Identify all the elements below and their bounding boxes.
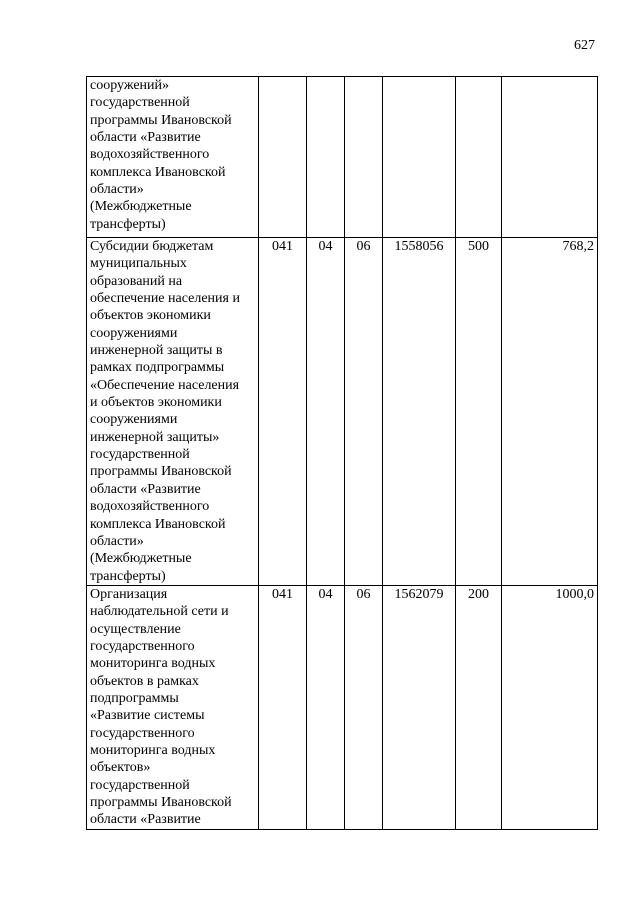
- budget-table: [86, 76, 598, 830]
- item-name-line: инженерной защиты в: [90, 343, 223, 359]
- item-name-line: комплекса Ивановской: [90, 164, 226, 180]
- item-name-line: объектов»: [90, 760, 151, 776]
- page-number: 627: [574, 38, 595, 53]
- item-name-line: муниципальных: [90, 256, 187, 272]
- item-name-cell: [87, 238, 259, 586]
- item-name-line: и объектов экономики: [90, 395, 222, 411]
- item-name-cell: [87, 77, 259, 238]
- section-code-cell: 04: [307, 585, 345, 829]
- target-article-cell: [383, 77, 456, 238]
- item-name-line: «Обеспечение населения: [90, 377, 240, 393]
- ministry-code-cell: [259, 77, 307, 238]
- item-name-line: программы Ивановской: [90, 795, 232, 810]
- item-name-line: осуществление: [90, 621, 181, 637]
- item-name-line: области»: [90, 182, 144, 198]
- item-name-line: мониторинга водных: [90, 742, 216, 758]
- subsection-code-cell: 06: [345, 238, 383, 586]
- ministry-code-cell: 041: [259, 585, 307, 829]
- amount-cell: [502, 77, 598, 238]
- item-name-cell: [87, 585, 259, 829]
- item-name-line: рамках подпрограммы: [90, 360, 225, 376]
- item-name-line: государственной: [90, 777, 190, 793]
- target-article-cell: 1558056: [383, 238, 456, 586]
- table-row: [87, 238, 598, 586]
- table-row: [87, 585, 598, 829]
- item-name-line: сооружениями: [90, 325, 178, 341]
- item-name-line: мониторинга водных: [90, 656, 216, 672]
- item-name-line: государственной: [90, 95, 190, 111]
- item-name-line: (Межбюджетные: [90, 199, 192, 215]
- item-name-line: (Межбюджетные: [90, 551, 192, 567]
- item-name-line: сооружениями: [90, 412, 178, 428]
- amount-cell: 1000,0: [502, 585, 598, 829]
- item-name-line: комплекса Ивановской: [90, 516, 226, 532]
- item-name-line: программы Ивановской: [90, 112, 232, 128]
- item-name-line: государственной: [90, 447, 190, 463]
- item-name-line: области «Развитие: [90, 130, 201, 146]
- item-name-line: области «Развитие: [90, 812, 201, 828]
- section-code-cell: 04: [307, 238, 345, 586]
- expense-type-cell: [456, 77, 502, 238]
- subsection-code-cell: 06: [345, 585, 383, 829]
- item-name-line: объектов экономики: [90, 308, 211, 324]
- item-name-line: водохозяйственного: [90, 147, 210, 163]
- item-name-line: обеспечение населения и: [90, 291, 240, 307]
- target-article-cell: 1562079: [383, 585, 456, 829]
- item-name-line: программы Ивановской: [90, 464, 232, 480]
- subsection-code-cell: [345, 77, 383, 238]
- table-row: [87, 77, 598, 238]
- expense-type-cell: 200: [456, 585, 502, 829]
- expense-type-cell: 500: [456, 238, 502, 586]
- amount-cell: 768,2: [502, 238, 598, 586]
- item-name-line: образований на: [90, 273, 183, 289]
- item-name-line: водохозяйственного: [90, 499, 210, 515]
- item-name-line: подпрограммы: [90, 690, 179, 706]
- item-name-line: объектов в рамках: [90, 673, 199, 689]
- table-body: [87, 77, 598, 830]
- item-name-line: трансферты): [90, 568, 166, 584]
- item-name-line: области»: [90, 533, 144, 549]
- item-name-line: инженерной защиты»: [90, 429, 220, 445]
- item-name-line: Организация: [90, 586, 168, 602]
- ministry-code-cell: 041: [259, 238, 307, 586]
- item-name-line: трансферты): [90, 216, 166, 232]
- item-name-line: области «Развитие: [90, 481, 201, 497]
- item-name-line: государственного: [90, 725, 195, 741]
- item-name-line: Субсидии бюджетам: [90, 239, 214, 254]
- item-name-line: «Развитие системы: [90, 708, 205, 724]
- item-name-line: государственного: [90, 638, 195, 654]
- section-code-cell: [307, 77, 345, 238]
- item-name-line: сооружений»: [90, 78, 170, 93]
- item-name-line: наблюдательной сети и: [90, 604, 229, 620]
